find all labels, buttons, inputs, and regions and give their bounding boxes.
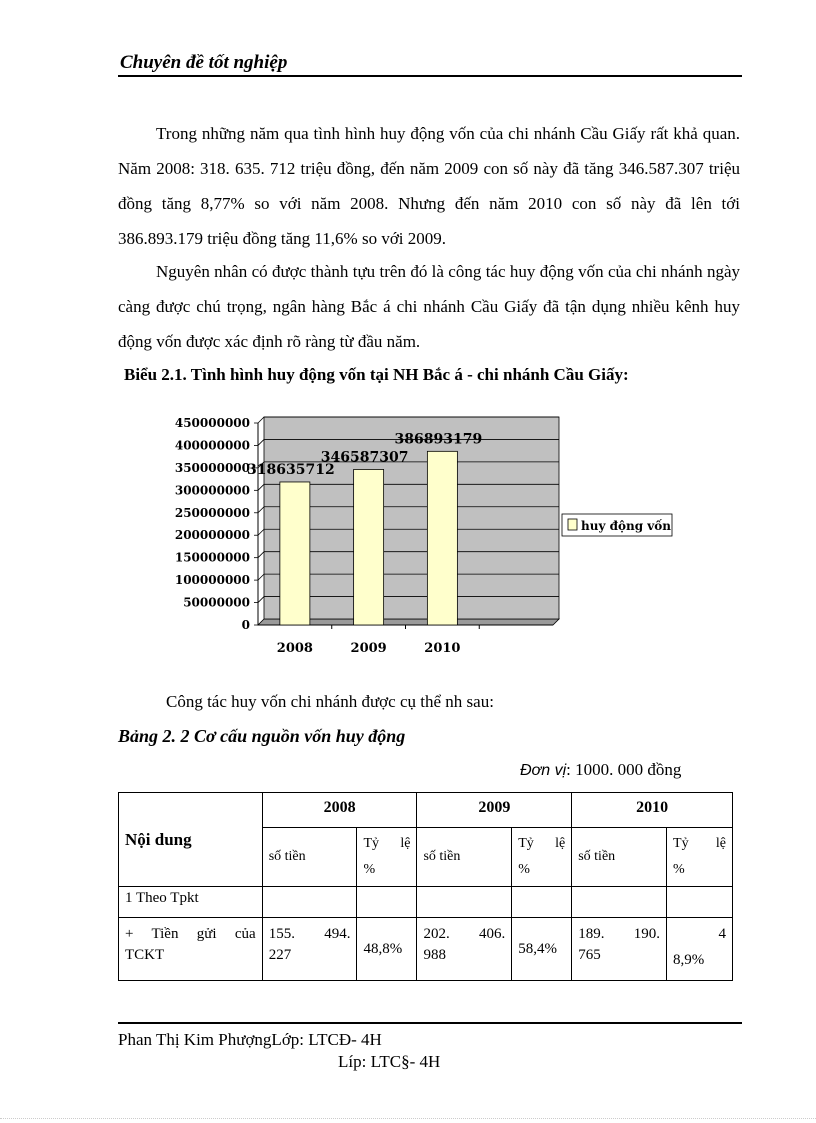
y-tick-label: 0 <box>241 618 250 632</box>
ratio-2010: 4 8,9% <box>667 918 733 981</box>
unit-note <box>520 760 681 780</box>
sub-ratio-2010: Tỷ lệ % <box>667 828 733 887</box>
sub-ratio-2009: Tỷ lệ % <box>512 828 572 887</box>
bar-2010 <box>427 451 457 625</box>
table-row <box>119 887 733 918</box>
gridline-slant <box>258 597 264 603</box>
unit-value: : 1000. 000 đồng <box>566 760 682 779</box>
funds-structure-table <box>118 792 733 981</box>
gridline-slant <box>258 439 264 445</box>
footer-class: Líp: LTC§- 4H <box>338 1052 441 1071</box>
sub-ratio-2008: Tỷ lệ % <box>357 828 417 887</box>
y-tick-label: 150000000 <box>174 550 250 565</box>
x-tick-label-2008: 2008 <box>276 641 313 656</box>
row-label: 1 Theo Tpkt <box>119 887 263 918</box>
y-tick-label: 50000000 <box>183 595 250 610</box>
data-label-2009: 346587307 <box>320 449 409 466</box>
sub-amount-2009: số tiền <box>417 828 512 887</box>
table-row <box>119 918 733 981</box>
x-tick-label-2009: 2009 <box>350 641 387 656</box>
y-tick-label: 250000000 <box>174 505 250 520</box>
paragraph-2: Nguyên nhân có được thành tựu trên đó là công tác huy động vốn của chi nhánh ngày càng được chú trọng, ngân hàng Bắc á chi nhánh Cầu Giấy đã tận dụng nhiều kênh huy động vốn được xác định rõ ràng từ đầu năm. <box>118 262 740 351</box>
data-label-2008: 318635712 <box>247 461 335 478</box>
gridline-slant <box>258 417 264 423</box>
unit-label: Đơn vị <box>520 762 567 779</box>
ratio-2008: 48,8% <box>357 918 417 981</box>
bar-2009 <box>354 469 384 625</box>
data-label-2010: 386893179 <box>394 431 483 448</box>
amount-2008: 155. 494. 227 <box>262 918 357 981</box>
gridline-slant <box>258 574 264 580</box>
y-tick-label: 300000000 <box>174 483 250 498</box>
ratio-2009: 58,4% <box>512 918 572 981</box>
header-title: Chuyên đề tốt nghiệp <box>120 52 288 73</box>
gridline-slant <box>258 529 264 535</box>
gridline-slant <box>258 507 264 513</box>
page-edge-divider <box>0 1118 816 1119</box>
footer-author: Phan Thị Kim PhượngLớp: LTCĐ- 4H <box>118 1030 382 1049</box>
legend-label: huy động vốn <box>581 519 671 533</box>
y-tick-label: 100000000 <box>174 573 250 588</box>
gridline-slant <box>258 552 264 558</box>
header-content: Nội dung <box>119 793 263 887</box>
amount-2009: 202. 406. 988 <box>417 918 512 981</box>
y-tick-label: 450000000 <box>174 416 250 430</box>
sub-amount-2010: số tiền <box>572 828 667 887</box>
sub-amount-2008: số tiền <box>262 828 357 887</box>
legend-swatch <box>568 519 577 530</box>
funds-bar-chart <box>150 395 690 670</box>
y-tick-label: 400000000 <box>174 438 250 453</box>
bar-2008 <box>280 482 310 625</box>
paragraph-1: Trong những năm qua tình hình huy động vốn của chi nhánh Cầu Giấy rất khả quan. Năm 2008: 318. 635. 712 triệu đồng, đến năm 2009 con số này đã tăng 346.587.307 triệu đồng tăng 8,77% so với năm 2008. Nhưng đến năm 2010 con số này đã lên tới 386.893.179 triệu đồng tăng 11,6% so với 2009. <box>118 124 740 248</box>
y-tick-label: 200000000 <box>174 528 250 543</box>
footer-divider <box>118 1022 742 1024</box>
header-year-2008: 2008 <box>262 793 417 828</box>
amount-2010: 189. 190. 765 <box>572 918 667 981</box>
header-year-2009: 2009 <box>417 793 572 828</box>
header-year-2010: 2010 <box>572 793 733 828</box>
table-intro-text: Công tác huy vốn chi nhánh được cụ thể nh sau: <box>166 692 494 711</box>
x-tick-label-2010: 2010 <box>424 641 461 656</box>
table-caption: Bảng 2. 2 Cơ cấu nguồn vốn huy động <box>118 726 406 746</box>
chart-caption: Biểu 2.1. Tình hình huy động vốn tại NH Bắc á - chi nhánh Cầu Giấy: <box>124 365 629 384</box>
y-tick-label: 350000000 <box>174 460 250 475</box>
gridline-slant <box>258 484 264 490</box>
header-divider <box>118 75 742 77</box>
row-label: + Tiền gửi của TCKT <box>119 918 263 981</box>
